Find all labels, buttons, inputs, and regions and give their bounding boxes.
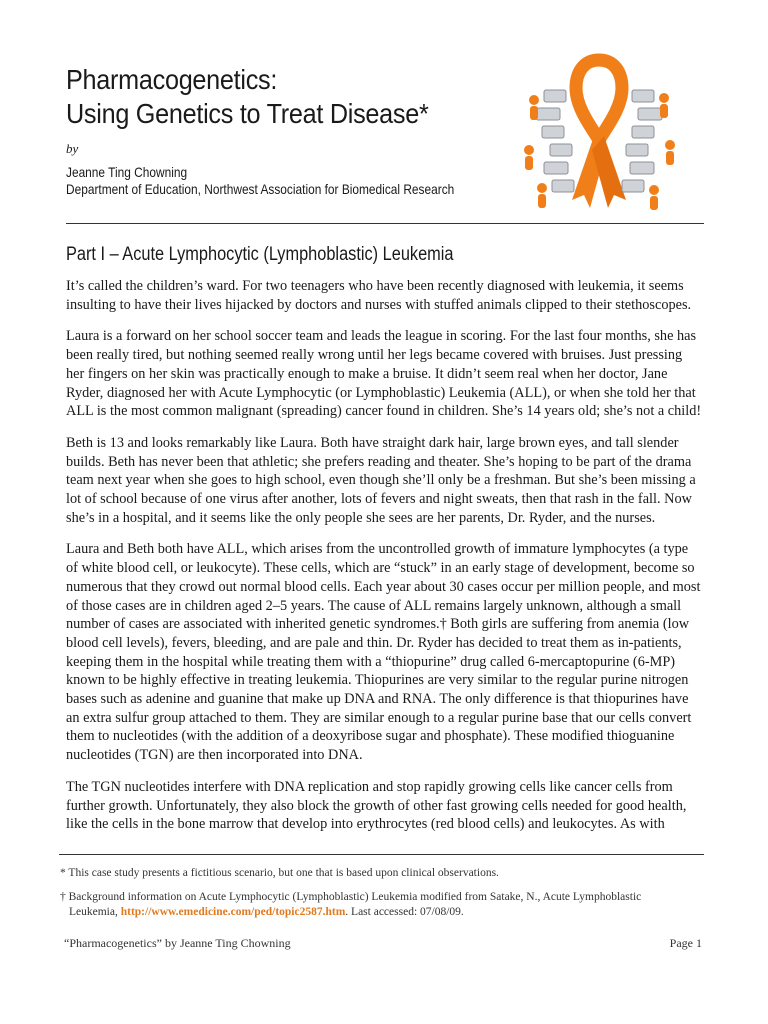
footnote-2 bbox=[60, 890, 700, 920]
footnote-2-suffix: . Last accessed: 07/08/09. bbox=[345, 906, 464, 918]
footnote-1: * This case study presents a fictitious scenario, but one that is based upon clinical observations. bbox=[60, 867, 499, 879]
reference-link[interactable]: http://www.emedicine.com/ped/topic2587.htm bbox=[120, 906, 346, 918]
paragraph-3: Beth is 13 and looks remarkably like Laura. Both have straight dark hair, large brown eyes, and tall slender builds. Beth has never been that athletic; she prefers reading and theater. She’s hoping to be part of the drama team next year when she goes to high school, even though she’ll only be a freshman. But she’s been missing a lot of school because of one virus after another, lots of fevers and night sweats, then that rash in the fall. Now she’s in a hospital, and it seems like the only people she sees are her parents, Dr. Ryder, and the nurses. bbox=[66, 434, 696, 526]
title-block bbox=[66, 63, 506, 198]
page-number: Page 1 bbox=[669, 936, 702, 950]
document-title-line-1: Pharmacogenetics: bbox=[66, 64, 278, 95]
footnote-2-continuation bbox=[60, 905, 700, 920]
footnote-2-cont-prefix: Leukemia, bbox=[69, 906, 121, 918]
running-footer: “Pharmacogenetics” by Jeanne Ting Chowning bbox=[64, 936, 291, 950]
author-affiliation: Department of Education, Northwest Association for Biomedical Research bbox=[66, 181, 455, 197]
footnote-divider bbox=[59, 854, 704, 855]
paragraph-4: Laura and Beth both have ALL, which arises from the uncontrolled growth of immature lymphocytes (a type of white blood cell, or leukocyte). These cells, which are “stuck” in an early stage of development, become so numerous that they crowd out normal blood cells. Each year about 30 cases occur per million people, and most of those cases are in children aged 2–5 years. The cause of ALL remains largely unknown, although a small number of cases are associated with inherited genetic syndromes.† Both girls are suffering from anemia (low blood cell levels), fevers, bleeding, and are pale and thin. Dr. Ryder has decided to treat them as in-patients, keeping them in the hospital while treating them with a “thiopurine” drug called 6-mercaptopurine (6-MP) known to be highly effective in treating leukemia. Thiopurines are very similar to the regular purine nitrogen bases such as adenine and guanine that make up DNA and RNA. The only difference is that thiopurines have an extra sulfur group attached to them. They are similar enough to a regular purine base that our cells convert them to nucleotides (with the addition of a deoxyribose sugar and phosphate). These modified thioguanine nucleotides (TGN) are then incorporated into DNA. bbox=[66, 541, 701, 764]
byline-by: by bbox=[66, 141, 79, 156]
document-title-line-2: Using Genetics to Treat Disease* bbox=[66, 98, 429, 129]
ribbon-figures-icon bbox=[514, 50, 684, 220]
paragraph-5: The TGN nucleotides interfere with DNA replication and stop rapidly growing cells like cancer cells from further growth. Unfortunately, they also block the growth of other fast growing cells needed for good health, like the cells in the bone marrow that develop into erythrocytes (red blood cells) and leukocytes. As with bbox=[66, 778, 687, 833]
body-text bbox=[66, 277, 702, 847]
section-heading: Part I – Acute Lymphocytic (Lymphoblastic) Leukemia bbox=[66, 244, 454, 265]
footnote-2-text: † Background information on Acute Lymphocytic (Lymphoblastic) Leukemia modified from Satake, N., Acute Lymphoblastic bbox=[60, 891, 642, 903]
paragraph-2: Laura is a forward on her school soccer team and leads the league in scoring. For the last four months, she has been really tired, but nothing seemed really wrong until her legs became covered with bruises. Just pressing her fingers on her skin was practically enough to make a bruise. It didn’t seem real when her doctor, Jane Ryder, diagnosed her with Acute Lymphocytic (or Lymphoblastic) Leukemia (ALL), or when she told her that ALL is the most common malignant (spreading) cancer found in children. She’s 14 years old; she’s not a child! bbox=[66, 328, 702, 420]
author-name: Jeanne Ting Chowning bbox=[66, 164, 188, 180]
header-divider bbox=[66, 223, 704, 224]
paragraph-1: It’s called the children’s ward. For two teenagers who have been recently diagnosed with leukemia, it seems insulting to have their lives hijacked by doctors and nurses with stuffed animals clipped to their stethoscopes. bbox=[66, 278, 692, 313]
